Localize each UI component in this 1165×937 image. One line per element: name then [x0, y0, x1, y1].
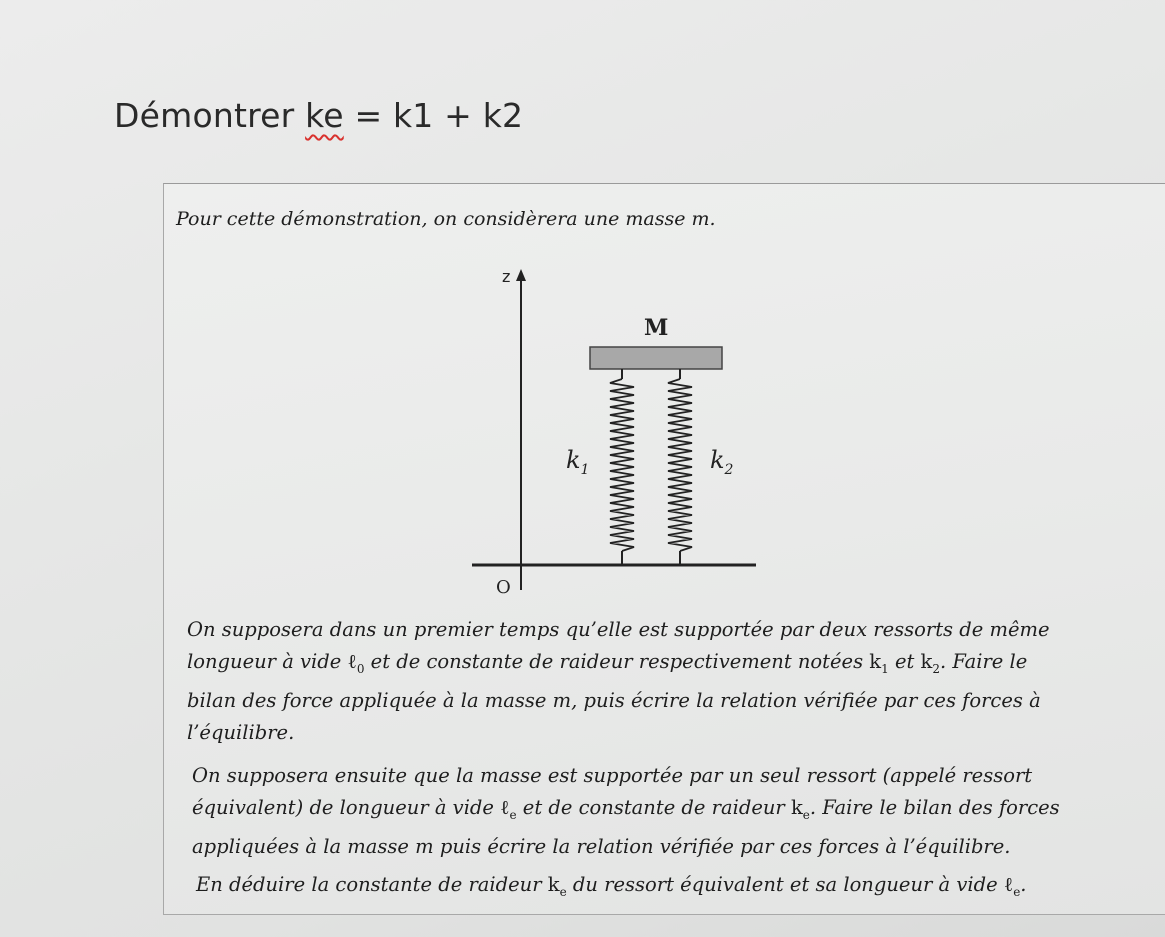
- spring-system-figure: [450, 255, 770, 605]
- heading-prefix: Démontrer: [114, 96, 306, 135]
- intro-text: Pour cette démonstration, on considèrera une masse m.: [176, 208, 716, 230]
- page-heading: [114, 96, 523, 135]
- spring-k1: [610, 369, 634, 565]
- p1-line4: l’équilibre.: [187, 720, 295, 744]
- k1-symbol: $k_1$: [869, 650, 889, 676]
- heading-rest: = k1 + k2: [343, 96, 524, 135]
- p1-line3: bilan des force appliquée à la masse m, puis écrire la relation vérifiée par ces forces à: [187, 688, 1041, 712]
- ke-symbol-2: $k_e$: [547, 873, 567, 899]
- origin-label: O: [496, 577, 511, 598]
- heading-ke-misspelled: ke: [305, 96, 344, 135]
- le-symbol: ℓ$_e$: [500, 796, 517, 822]
- z-axis-arrow-icon: [516, 269, 526, 281]
- paragraph-deduce: [196, 869, 1027, 908]
- paragraph-equivalent-spring: [192, 760, 1060, 863]
- p3-line1: En déduire la constante de raideur $k_e$ du ressort équivalent et sa longueur à vide ℓ$_e$.: [196, 873, 1027, 899]
- spring-k2: [668, 369, 692, 565]
- mass-label: M: [644, 315, 669, 341]
- p1-line1: On supposera dans un premier temps qu’elle est supportée par deux ressorts de même: [187, 618, 1050, 641]
- p2-line2: équivalent) de longueur à vide ℓ$_e$ et de constante de raideur $k_e$. Faire le bilan des forces: [192, 796, 1060, 822]
- p2-line1: On supposera ensuite que la masse est supportée par un seul ressort (appelé ressort: [192, 764, 1033, 787]
- l0-symbol: ℓ$_0$: [347, 650, 365, 676]
- spring-k2-label: $k_2$: [710, 446, 734, 478]
- mass-block: [590, 347, 722, 369]
- p1-line2: longueur à vide ℓ$_0$ et de constante de raideur respectivement notées $k_1$ et $k_2$. Faire le: [187, 650, 1028, 676]
- le-symbol-2: ℓ$_e$: [1003, 873, 1021, 899]
- p2-line3: appliquées à la masse m puis écrire la relation vérifiée par ces forces à l’équilibre.: [192, 834, 1011, 858]
- spring-k1-coil: [610, 379, 634, 551]
- ke-symbol: $k_e$: [790, 796, 810, 822]
- spring-k2-coil: [668, 379, 692, 551]
- spring-k1-label: $k_1$: [566, 446, 590, 478]
- z-axis-label: z: [502, 267, 511, 286]
- k2-symbol: $k_2$: [920, 650, 941, 676]
- paragraph-two-springs: [187, 614, 1050, 749]
